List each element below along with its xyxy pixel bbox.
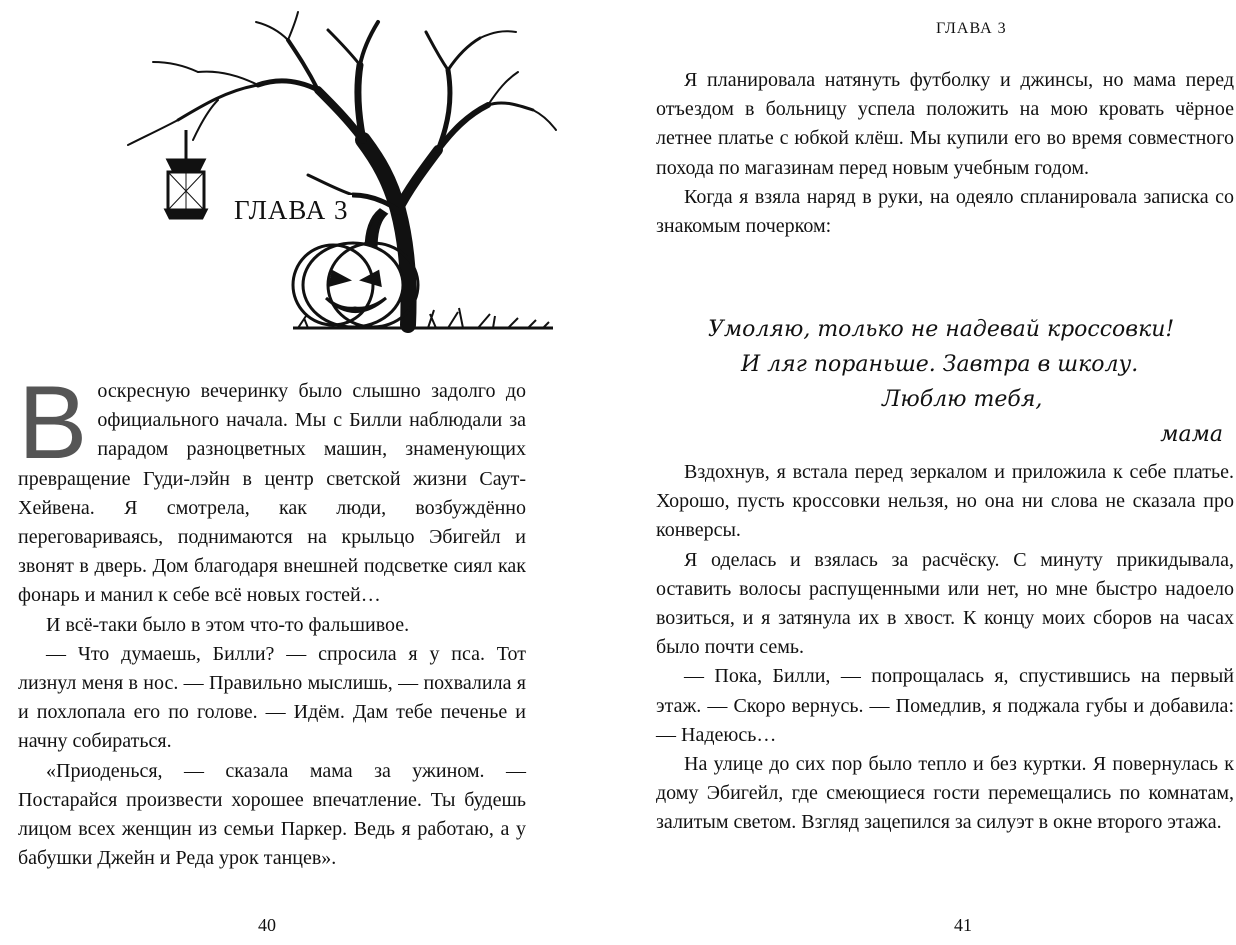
paragraph: — Пока, Билли, — попрощалась я, спустившись на первый этаж. — Скоро вернусь. — Помедлив, я поджала губы и добавила: — Надеюсь… [656,665,1234,746]
chapter-title: ГЛАВА 3 [230,195,352,226]
running-head: ГЛАВА 3 [936,20,1007,37]
note-signature: мама [1160,422,1223,447]
note-line: Умоляю, только не надевай кроссовки! [708,317,1175,342]
handwritten-note [708,312,1223,452]
paragraph: Воскресную вечеринку было слышно задолго до официального начала. Мы с Билли наблюдали за парадом разноцветных машин, знаменующих превращение Гуди-лэйн в центр светской жизни Саут-Хейвена. Я смотрела, как люди, возбуждённо переговариваясь, поднимаются на крыльцо Эбигейл и звонят в дверь. Дом благодаря внешней подсветке сиял как фонарь и манил к себе всё новых гостей… [18,365,526,607]
drop-cap: В [18,365,88,481]
chapter-illustration [108,10,558,335]
paragraph: Вздохнув, я встала перед зеркалом и приложила к себе платье. Хорошо, пусть кроссовки нельзя, но она ни слова не сказала про конверсы. [656,461,1234,542]
lantern-icon [166,130,206,218]
paragraph: Я планировала натянуть футболку и джинсы, но мама перед отъездом в больницу успела положить на мою кровать чёрное летнее платье с юбкой клёш. Мы купили его во время совместного похода по магазинам перед новым учебным годом. [656,69,1234,179]
right-body-text-top [656,66,1234,241]
paragraph: И всё-таки было в этом что-то фальшивое. [46,613,410,636]
left-body-text [18,365,526,873]
paragraph: Я оделась и взялась за расчёску. С минуту прикидывала, оставить волосы распущенными или нет, но мне быстро надоело возиться, и я затянула их в хвост. К концу моих сборов на часах было почти семь. [656,548,1234,659]
paragraph: Когда я взяла наряд в руки, на одеяло спланировала записка со знакомым почерком: [656,185,1234,238]
page-number: 41 [954,915,972,935]
page-number: 40 [258,915,276,935]
paragraph: На улице до сих пор было тепло и без куртки. Я повернулась к дому Эбигейл, где смеющиеся гости перемещались по комнатам, залитым светом. Взгляд зацепился за силуэт в окне второго этажа. [656,753,1234,834]
right-page [618,0,1236,945]
paragraph: «Приоденься, — сказала мама за ужином. — Постарайся произвести хорошее впечатление. Ты будешь лицом всех женщин из семьи Паркер. Ведь я работаю, а у бабушки Джейн и Реда урок танцев». [18,759,526,870]
right-body-text-bottom [656,458,1234,838]
note-line: И ляг пораньше. Завтра в школу. [741,352,1139,377]
paragraph: — Что думаешь, Билли? — спросила я у пса. Тот лизнул меня в нос. — Правильно мыслишь, — похвалила я и похлопала его по голове. — Идём. Дам тебе печенье и начну собираться. [18,642,526,753]
note-line: Люблю тебя, [882,387,1043,412]
